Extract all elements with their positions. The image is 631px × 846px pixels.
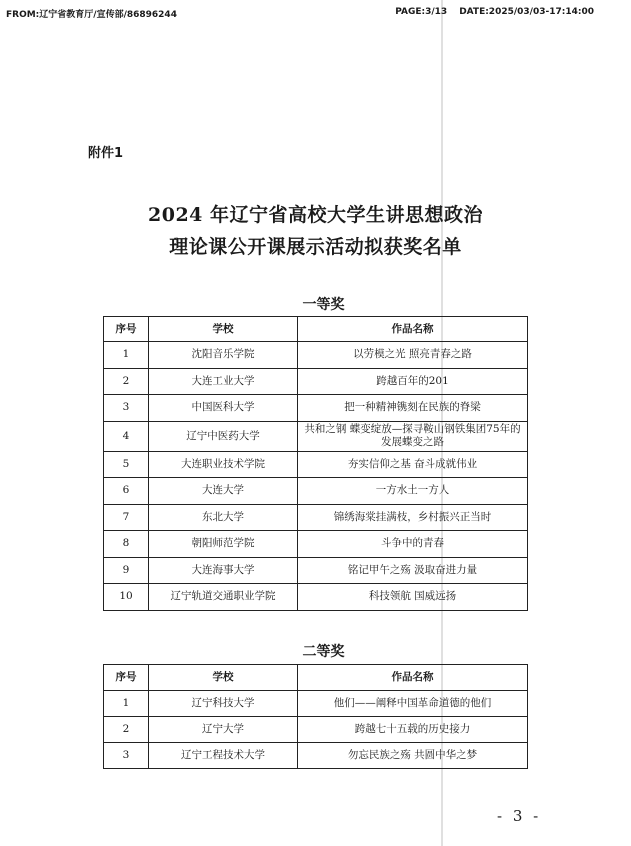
- header-no: 序号: [104, 665, 149, 691]
- row-school: 沈阳音乐学院: [149, 342, 298, 369]
- header-no: 序号: [104, 317, 149, 342]
- document-title-line-1: 2024 年辽宁省高校大学生讲思想政治: [148, 204, 483, 226]
- row-work: 铭记甲午之殇 汲取奋进力量: [298, 557, 528, 584]
- row-no: 7: [104, 504, 149, 531]
- fax-date: DATE:2025/03/03-17:14:00: [459, 7, 594, 17]
- table-row: [104, 368, 528, 395]
- second-prize-heading: 二等奖: [302, 644, 345, 660]
- first-prize-heading: 一等奖: [302, 297, 345, 313]
- table-row: [104, 395, 528, 422]
- table-row: [104, 451, 528, 478]
- row-no: 5: [104, 451, 149, 478]
- row-school: 大连职业技术学院: [149, 451, 298, 478]
- row-no: 8: [104, 531, 149, 558]
- row-no: 2: [104, 368, 149, 395]
- table-row: [104, 504, 528, 531]
- header-work: 作品名称: [298, 317, 528, 342]
- table-header-row: [104, 665, 528, 691]
- row-no: 4: [104, 421, 149, 451]
- row-work: 勿忘民族之殇 共圆中华之梦: [298, 743, 528, 769]
- row-work: 以劳模之光 照亮青春之路: [298, 342, 528, 369]
- row-no: 6: [104, 478, 149, 505]
- table-row: [104, 531, 528, 558]
- row-work: 他们——阐释中国革命道德的他们: [298, 691, 528, 717]
- row-school: 辽宁大学: [149, 717, 298, 743]
- row-work: 夯实信仰之基 奋斗成就伟业: [298, 451, 528, 478]
- header-school: 学校: [149, 665, 298, 691]
- row-work: 共和之钢 蝶变绽放—探寻鞍山钢铁集团75年的发展蝶变之路: [298, 421, 528, 451]
- first-prize-table: [103, 316, 528, 611]
- row-school: 辽宁工程技术大学: [149, 743, 298, 769]
- table-row: [104, 717, 528, 743]
- table-row: [104, 557, 528, 584]
- table-row: [104, 691, 528, 717]
- row-school: 大连工业大学: [149, 368, 298, 395]
- row-work: 把一种精神镌刻在民族的脊梁: [298, 395, 528, 422]
- table-row: [104, 584, 528, 611]
- row-school: 大连海事大学: [149, 557, 298, 584]
- row-school: 辽宁科技大学: [149, 691, 298, 717]
- row-school: 辽宁轨道交通职业学院: [149, 584, 298, 611]
- fax-page: PAGE:3/13: [395, 7, 448, 17]
- table-header-row: [104, 317, 528, 342]
- row-work: 跨越七十五载的历史接力: [298, 717, 528, 743]
- row-work: 斗争中的青春: [298, 531, 528, 558]
- row-work: 科技领航 国威远扬: [298, 584, 528, 611]
- row-no: 9: [104, 557, 149, 584]
- header-school: 学校: [149, 317, 298, 342]
- row-school: 东北大学: [149, 504, 298, 531]
- row-school: 朝阳师范学院: [149, 531, 298, 558]
- row-school: 大连大学: [149, 478, 298, 505]
- row-no: 10: [104, 584, 149, 611]
- table-row: [104, 478, 528, 505]
- row-no: 3: [104, 743, 149, 769]
- row-work: 一方水土一方人: [298, 478, 528, 505]
- row-no: 2: [104, 717, 149, 743]
- row-no: 3: [104, 395, 149, 422]
- attachment-label: 附件1: [88, 146, 124, 161]
- row-no: 1: [104, 691, 149, 717]
- row-work: 锦绣海棠挂满枝，乡村振兴正当时: [298, 504, 528, 531]
- row-school: 中国医科大学: [149, 395, 298, 422]
- row-work: 跨越百年的201: [298, 368, 528, 395]
- document-title-line-2: 理论课公开课展示活动拟获奖名单: [169, 236, 462, 258]
- row-no: 1: [104, 342, 149, 369]
- second-prize-table: [103, 664, 528, 769]
- table-row: [104, 421, 528, 451]
- page-number: - 3 -: [497, 807, 542, 825]
- header-work: 作品名称: [298, 665, 528, 691]
- table-row: [104, 342, 528, 369]
- row-school: 辽宁中医药大学: [149, 421, 298, 451]
- fax-page-date: [383, 7, 594, 17]
- table-row: [104, 743, 528, 769]
- fax-from: FROM:辽宁省教育厅/宣传部/86896244: [6, 10, 177, 20]
